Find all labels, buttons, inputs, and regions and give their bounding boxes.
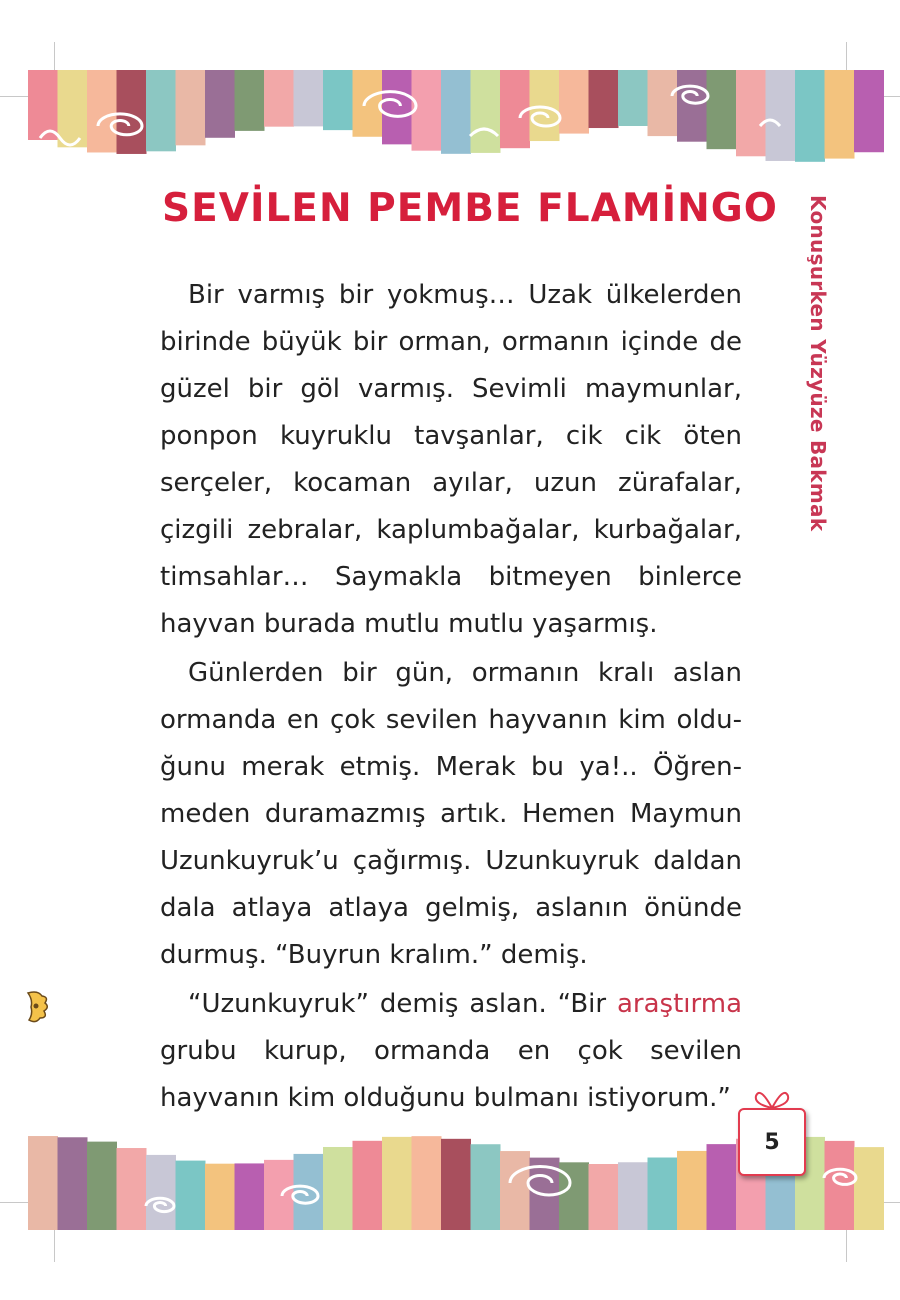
band-stripe <box>648 70 678 136</box>
side-chapter-label: Konuşurken Yüzyüze Bakmak <box>806 195 830 532</box>
band-stripe <box>146 1155 176 1230</box>
band-stripe <box>382 70 412 144</box>
band-stripe <box>353 1141 383 1230</box>
paragraph: Günlerden bir gün, ormanın kralı aslan ormanda en çok sevilen hayvanın kim olduğunu merak etmiş. Merak bu ya!.. Öğrenmeden duramazmış artık. Hemen Maymun Uzunkuyruk’u çağırmış. Uzunkuyruk daldan dala atlaya atlaya gelmiş, aslanın önünde durmuş. “Buyrun kralım.” demiş. <box>160 658 742 970</box>
band-stripe <box>235 1163 265 1230</box>
band-stripe <box>235 70 265 131</box>
band-stripe <box>176 1161 206 1230</box>
band-stripe <box>648 1158 678 1230</box>
band-stripe <box>589 70 619 128</box>
band-stripe <box>707 70 737 149</box>
band-stripe <box>264 70 294 127</box>
top-decorative-band <box>0 66 900 191</box>
band-stripe <box>736 70 766 156</box>
page-title: SEVİLEN PEMBE FLAMİNGO <box>162 186 778 231</box>
band-stripe <box>58 70 88 147</box>
paragraph: Bir varmış bir yokmuş… Uzak ülkelerden birinde büyük bir orman, ormanın içinde de güzel bir göl varmış. Sevimli maymunlar, ponpon kuyruklu tavşanlar, cik cik öten serçeler, kocaman ayılar, uzun zürafalar, çizgili zebralar, kaplumbağalar, kurbağalar, timsahlar… Saymakla bitmeyen binlerce hayvan burada mutlu mutlu yaşarmış. <box>160 280 742 639</box>
band-stripe <box>353 70 383 137</box>
band-stripe <box>294 70 324 126</box>
band-stripe <box>825 70 855 159</box>
band-stripe <box>117 1148 147 1230</box>
story-text <box>160 272 742 1121</box>
band-stripe <box>500 1151 530 1230</box>
band-stripe <box>28 70 58 140</box>
band-stripe <box>205 1164 235 1230</box>
band-stripe <box>530 70 560 141</box>
band-stripe <box>854 70 884 152</box>
band-stripe <box>766 70 796 161</box>
page-number: 5 <box>764 1129 780 1155</box>
band-stripe <box>559 70 589 134</box>
band-stripe <box>176 70 206 145</box>
highlighted-word: araştırma <box>616 989 742 1019</box>
paragraph-text: grubu kurup, ormanda en çok sevilen hayvanın kim olduğunu bulmanı istiyorum.” <box>160 1036 742 1113</box>
band-stripe <box>323 1147 353 1230</box>
band-stripe <box>146 70 176 151</box>
flower-icon <box>24 990 50 1028</box>
band-stripe <box>825 1141 855 1230</box>
band-stripe <box>117 70 147 154</box>
band-stripe <box>589 1164 619 1230</box>
band-stripe <box>87 1142 117 1230</box>
band-stripe <box>471 1144 501 1230</box>
band-stripe <box>441 1139 471 1230</box>
page-number-box <box>738 1108 806 1176</box>
band-stripe <box>471 70 501 153</box>
band-stripe <box>58 1137 88 1230</box>
band-stripe <box>205 70 235 138</box>
band-stripe <box>854 1147 884 1230</box>
band-stripe <box>677 1151 707 1230</box>
band-stripe <box>28 1136 58 1230</box>
band-stripe <box>707 1144 737 1230</box>
paragraph-text: “Uzunkuyruk” demiş aslan. “Bir <box>188 989 617 1019</box>
band-stripe <box>264 1160 294 1230</box>
band-stripe <box>618 70 648 126</box>
band-stripe <box>677 70 707 142</box>
paragraph <box>160 981 742 1122</box>
band-stripe <box>412 1136 442 1230</box>
band-stripe <box>441 70 471 154</box>
band-stripe <box>618 1162 648 1230</box>
band-stripe <box>87 70 117 152</box>
band-stripe <box>323 70 353 130</box>
band-stripe <box>795 70 825 162</box>
band-stripe <box>382 1137 412 1230</box>
